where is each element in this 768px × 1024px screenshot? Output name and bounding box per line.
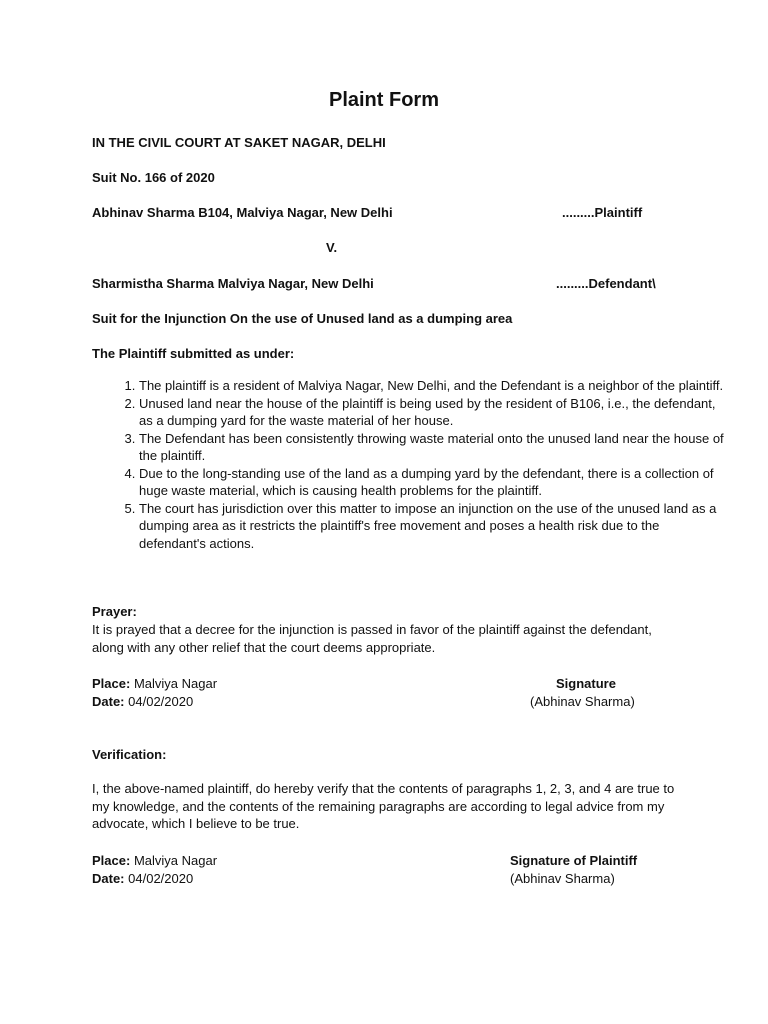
plaintiff-signature-label: Signature of Plaintiff <box>510 853 638 868</box>
second-date-line <box>92 870 193 888</box>
date-value: 04/02/2020 <box>128 694 194 709</box>
date-value: 04/02/2020 <box>128 871 194 886</box>
prayer-heading: Prayer: <box>92 604 137 619</box>
plaintiff-details: Abhinav Sharma B104, Malviya Nagar, New Delhi <box>92 205 393 220</box>
list-item: 1. The plaintiff is a resident of Malviya Nagar, New Delhi, and the Defendant is a neighbor of the plaintiff. <box>139 377 729 395</box>
signatory-name: (Abhinav Sharma) <box>530 694 635 709</box>
submission-heading: The Plaintiff submitted as under: <box>92 346 295 361</box>
prayer-text: It is prayed that a decree for the injunction is passed in favor of the plaintiff against the defendant, along with any other relief that the court deems appropriate. <box>92 622 652 655</box>
list-item: 2. Unused land near the house of the plaintiff is being used by the resident of B106, i.e., the defendant, as a dumping yard for the waste material of her house. <box>139 395 729 430</box>
plaintiff-role: .........Plaintiff <box>562 205 643 220</box>
place-label: Place: <box>92 676 131 691</box>
defendant-role: .........Defendant\ <box>556 276 656 291</box>
list-item: 4. Due to the long-standing use of the land as a dumping yard by the defendant, there is a collection of huge waste material, which is causing health problems for the plaintiff. <box>139 465 729 500</box>
first-date-line <box>92 693 193 711</box>
place-value: Malviya Nagar <box>133 676 218 691</box>
verification-text: I, the above-named plaintiff, do hereby verify that the contents of paragraphs 1, 2, 3, and 4 are true to my knowledge, and the contents of the remaining paragraphs are according to legal advice from my advocate, which I believe to be true. <box>92 781 675 831</box>
plaint-points-list <box>92 377 729 552</box>
versus-marker: V. <box>326 240 338 255</box>
place-value: Malviya Nagar <box>133 853 218 868</box>
first-place-line <box>92 675 217 693</box>
suit-subject: Suit for the Injunction On the use of Unused land as a dumping area <box>92 311 513 326</box>
verification-heading: Verification: <box>92 747 167 762</box>
signature-label: Signature <box>556 676 616 691</box>
suit-number: Suit No. 166 of 2020 <box>92 170 215 185</box>
plaintiff-signatory-name: (Abhinav Sharma) <box>510 871 615 886</box>
defendant-details: Sharmistha Sharma Malviya Nagar, New Delhi <box>92 276 374 291</box>
list-item: 5. The court has jurisdiction over this matter to impose an injunction on the use of the unused land as a dumping area as it restricts the plaintiff's free movement and poses a health risk due to the defendant's actions. <box>139 500 729 553</box>
second-place-line <box>92 852 217 870</box>
date-label: Date: <box>92 871 125 886</box>
date-label: Date: <box>92 694 125 709</box>
place-label: Place: <box>92 853 131 868</box>
list-item: 3. The Defendant has been consistently throwing waste material onto the unused land near the house of the plaintiff. <box>139 430 729 465</box>
court-heading: IN THE CIVIL COURT AT SAKET NAGAR, DELHI <box>92 135 386 150</box>
document-title: Plaint Form <box>328 89 439 111</box>
